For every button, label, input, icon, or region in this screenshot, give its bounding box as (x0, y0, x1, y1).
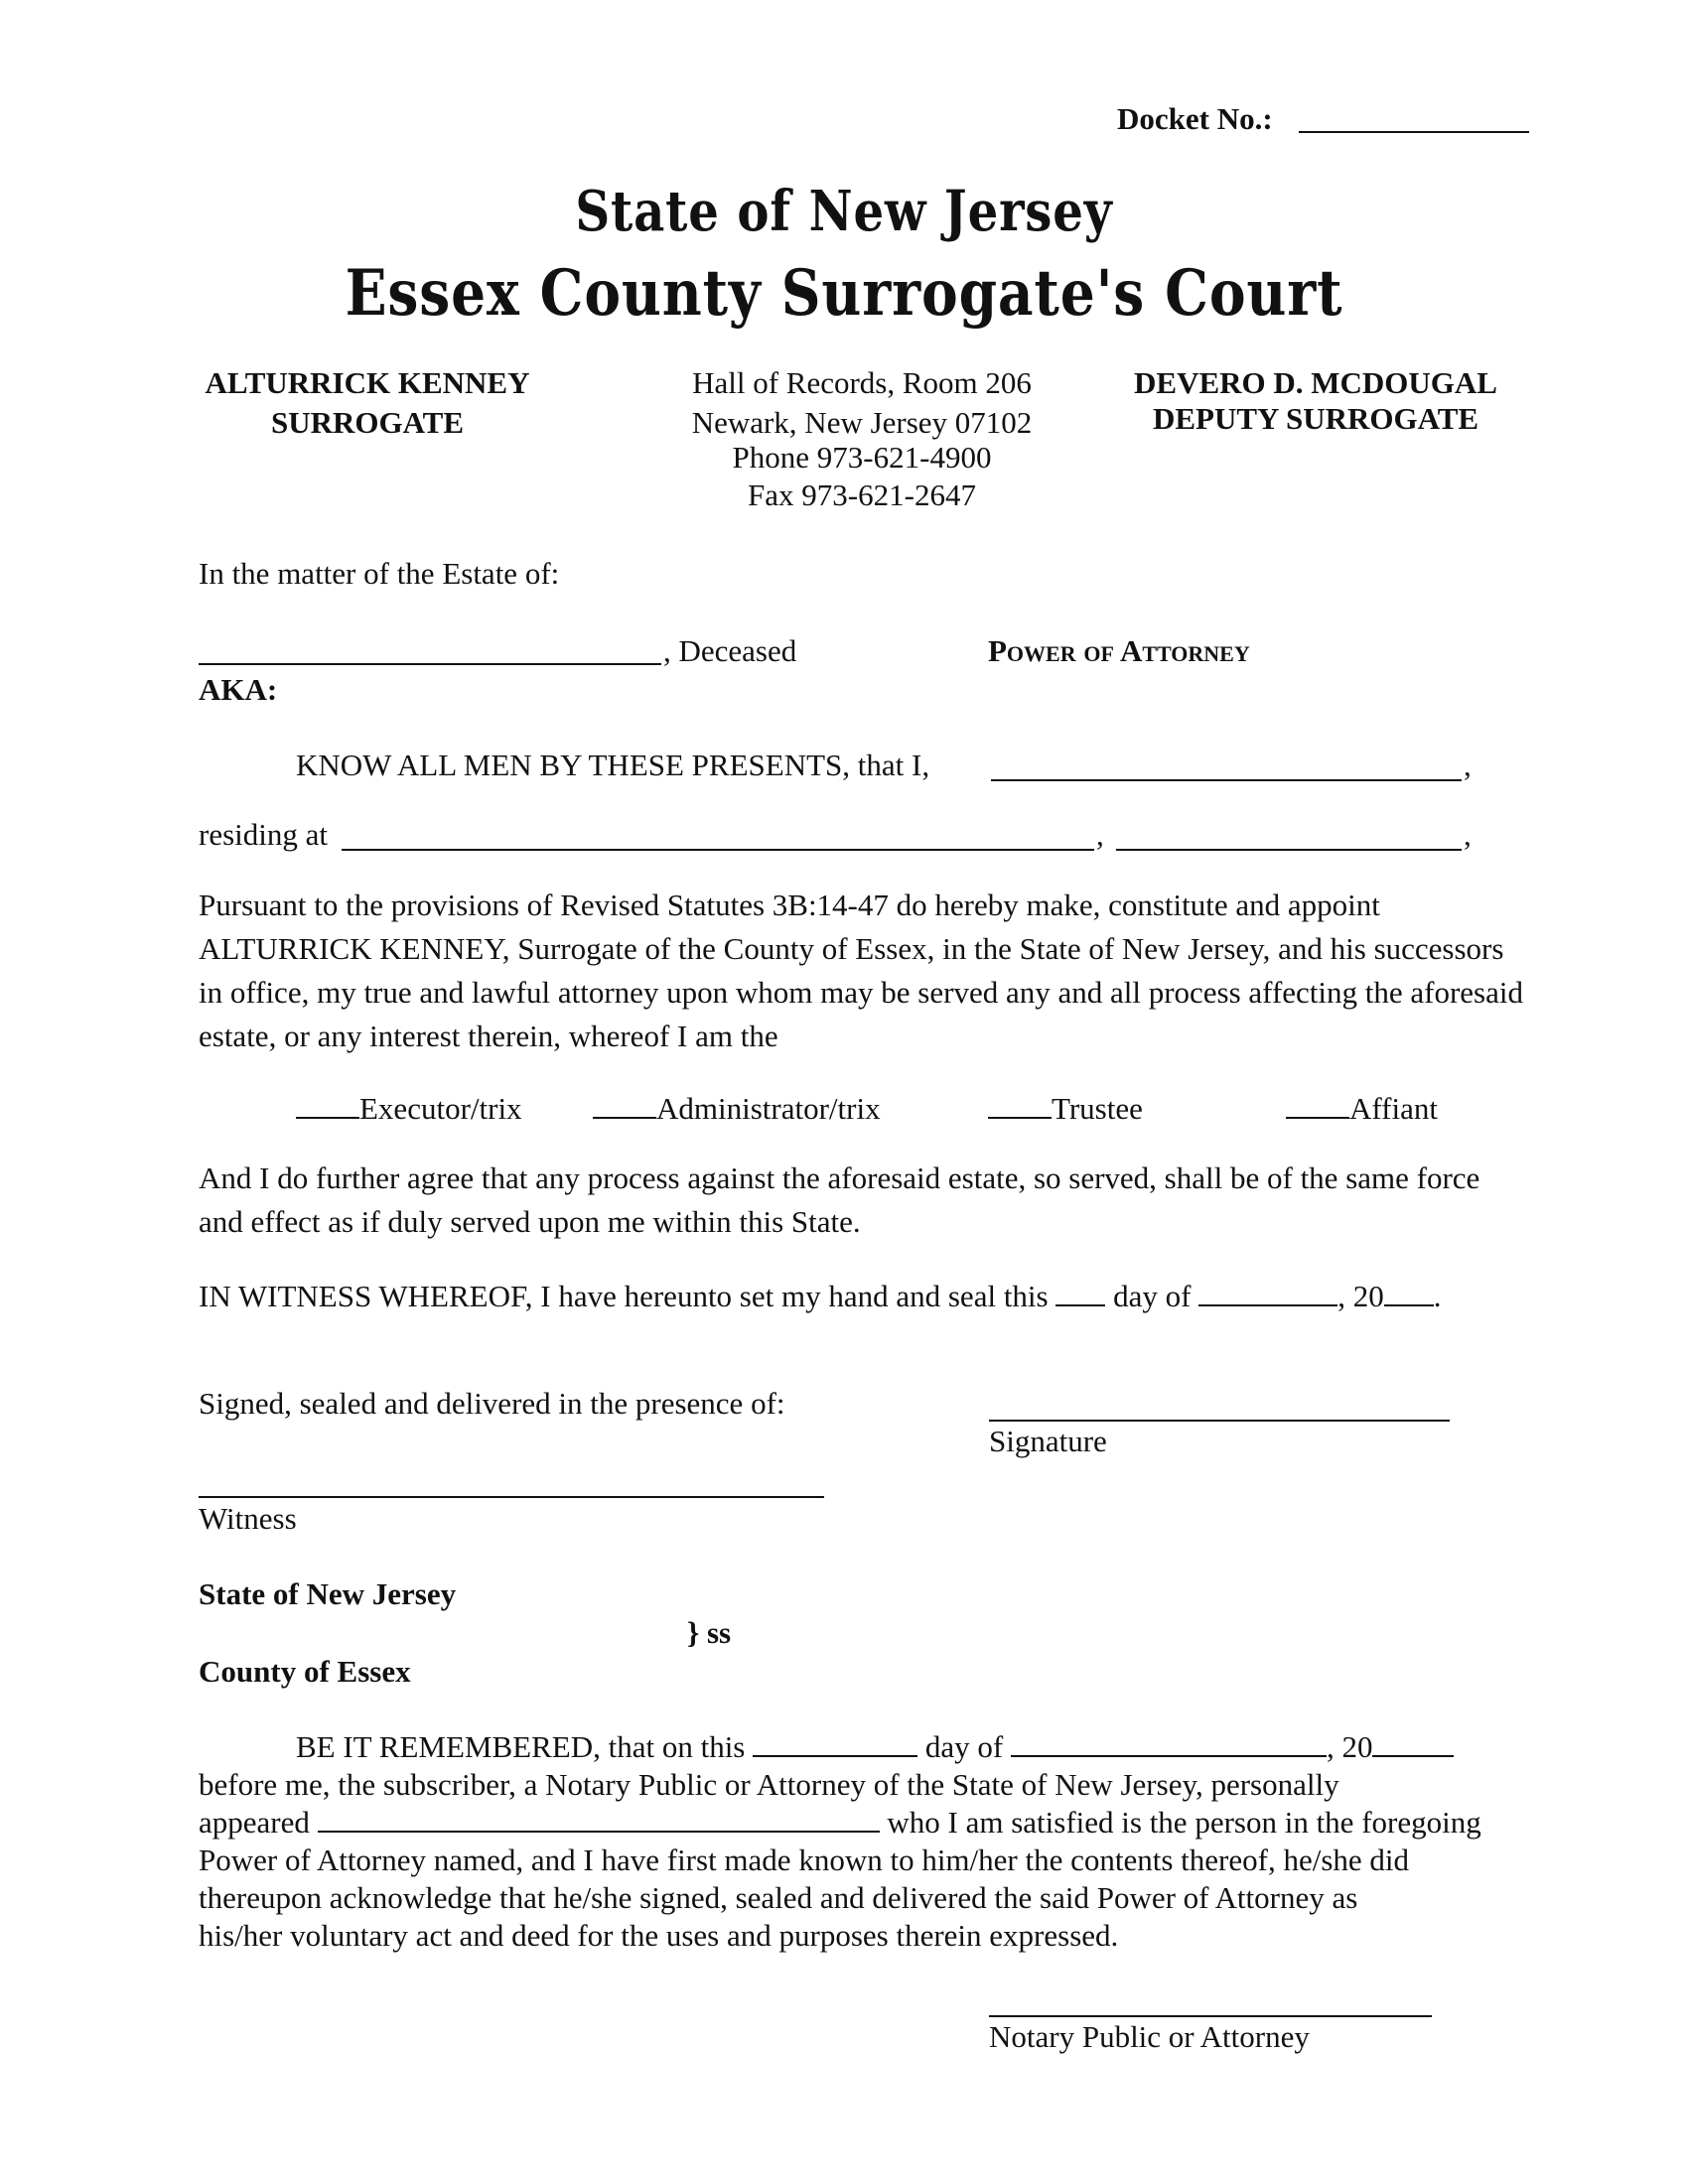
surrogate-name: ALTURRICK KENNEY (205, 365, 530, 400)
residing-at-label: residing at (199, 817, 328, 852)
role-label: Executor/trix (359, 1091, 522, 1126)
notary-year-prefix: , 20 (1326, 1729, 1373, 1764)
notary-label: Notary Public or Attorney (989, 2019, 1310, 2054)
role-check-blank[interactable] (296, 1089, 359, 1119)
address-line1: Hall of Records, Room 206 (692, 365, 1032, 400)
notary-line4: Power of Attorney named, and I have first made known to him/her the contents thereof, he/she did (199, 1843, 1410, 1877)
appeared-name-field[interactable] (318, 1803, 880, 1833)
notary-line5: thereupon acknowledge that he/she signed, sealed and delivered the said Power of Attorney as (199, 1880, 1358, 1915)
period: . (1433, 1279, 1442, 1313)
estate-matter-label: In the matter of the Estate of: (199, 556, 560, 591)
role-executor[interactable] (296, 1089, 522, 1129)
witness-whereof-line (199, 1277, 1441, 1316)
year-field[interactable] (1384, 1277, 1434, 1306)
document-title: Power of Attorney (988, 633, 1250, 668)
aka-label: AKA: (199, 672, 278, 707)
role-label: Administrator/trix (656, 1091, 881, 1126)
notary-line2: before me, the subscriber, a Notary Public or Attorney of the State of New Jersey, personally (199, 1767, 1339, 1802)
day-of-text: day of (1113, 1279, 1192, 1313)
pursuant-paragraph: Pursuant to the provisions of Revised Statutes 3B:14-47 do hereby make, constitute and appoint ALTURRICK KENNEY, Surrogate of the County of Essex, in the State of New Jersey, and his successors in office, my true and lawful attorney upon whom may be served any and all process affecting the aforesaid estate, or any interest therein, whereof I am the (199, 887, 1523, 1053)
role-administrator[interactable] (593, 1089, 881, 1129)
day-field[interactable] (1055, 1277, 1105, 1306)
surrogate-title: SURROGATE (270, 405, 465, 440)
witness-whereof-text: IN WITNESS WHEREOF, I have hereunto set my hand and seal this (199, 1279, 1049, 1313)
month-field[interactable] (1198, 1277, 1337, 1306)
grantor-name-field[interactable] (991, 779, 1462, 781)
notary-line6: his/her voluntary act and deed for the uses and purposes therein expressed. (199, 1918, 1119, 1953)
year-prefix: , 20 (1337, 1279, 1384, 1313)
residence-address-field[interactable] (342, 849, 1094, 851)
role-check-blank[interactable] (1286, 1089, 1349, 1119)
appeared-label: appeared (199, 1805, 310, 1840)
role-affiant[interactable] (1286, 1089, 1438, 1129)
court-phone: Phone 973-621-4900 (732, 440, 992, 475)
venue-state: State of New Jersey (199, 1576, 457, 1611)
court-fax: Fax 973-621-2647 (748, 478, 976, 512)
state-title: State of New Jersey (575, 179, 1113, 244)
appeared-tail-text: who I am satisfied is the person in the foregoing (887, 1805, 1481, 1840)
notary-day-field[interactable] (753, 1727, 917, 1757)
notary-year-field[interactable] (1372, 1727, 1454, 1757)
role-label: Affiant (1349, 1091, 1438, 1126)
notary-day-of-text: day of (924, 1729, 1004, 1764)
notary-month-field[interactable] (1011, 1727, 1327, 1757)
role-check-blank[interactable] (593, 1089, 656, 1119)
residence-city-field[interactable] (1116, 849, 1462, 851)
signed-sealed-text: Signed, sealed and delivered in the presence of: (199, 1386, 785, 1421)
role-check-blank[interactable] (988, 1089, 1052, 1119)
signature-label: Signature (989, 1424, 1107, 1458)
further-agree-paragraph: And I do further agree that any process against the aforesaid estate, so served, shall be of the same force and effect as if duly served upon me within this State. (199, 1160, 1480, 1239)
comma: , (1464, 748, 1472, 782)
comma: , (1096, 817, 1104, 852)
deputy-surrogate-title: DEPUTY SURROGATE (1152, 401, 1479, 436)
docket-label: Docket No.: (1117, 101, 1273, 136)
venue-ss: } ss (687, 1615, 732, 1650)
deceased-name-field[interactable] (199, 663, 661, 665)
remembered-text: BE IT REMEMBERED, that on this (296, 1729, 746, 1764)
role-label: Trustee (1052, 1091, 1143, 1126)
deputy-surrogate-name: DEVERO D. MCDOUGAL (1134, 365, 1497, 400)
appeared-line (199, 1803, 1481, 1843)
deceased-label: , Deceased (663, 633, 797, 668)
role-trustee[interactable] (988, 1089, 1143, 1129)
docket-number-field[interactable] (1299, 131, 1529, 133)
witness-label: Witness (199, 1501, 297, 1536)
venue-county: County of Essex (199, 1654, 411, 1689)
court-title: Essex County Surrogate's Court (345, 256, 1343, 331)
comma: , (1464, 817, 1472, 852)
remembered-line (296, 1727, 1454, 1767)
witness-signature-line[interactable] (199, 1496, 824, 1498)
address-line2: Newark, New Jersey 07102 (691, 405, 1033, 440)
know-all-text: KNOW ALL MEN BY THESE PRESENTS, that I, (296, 748, 930, 782)
